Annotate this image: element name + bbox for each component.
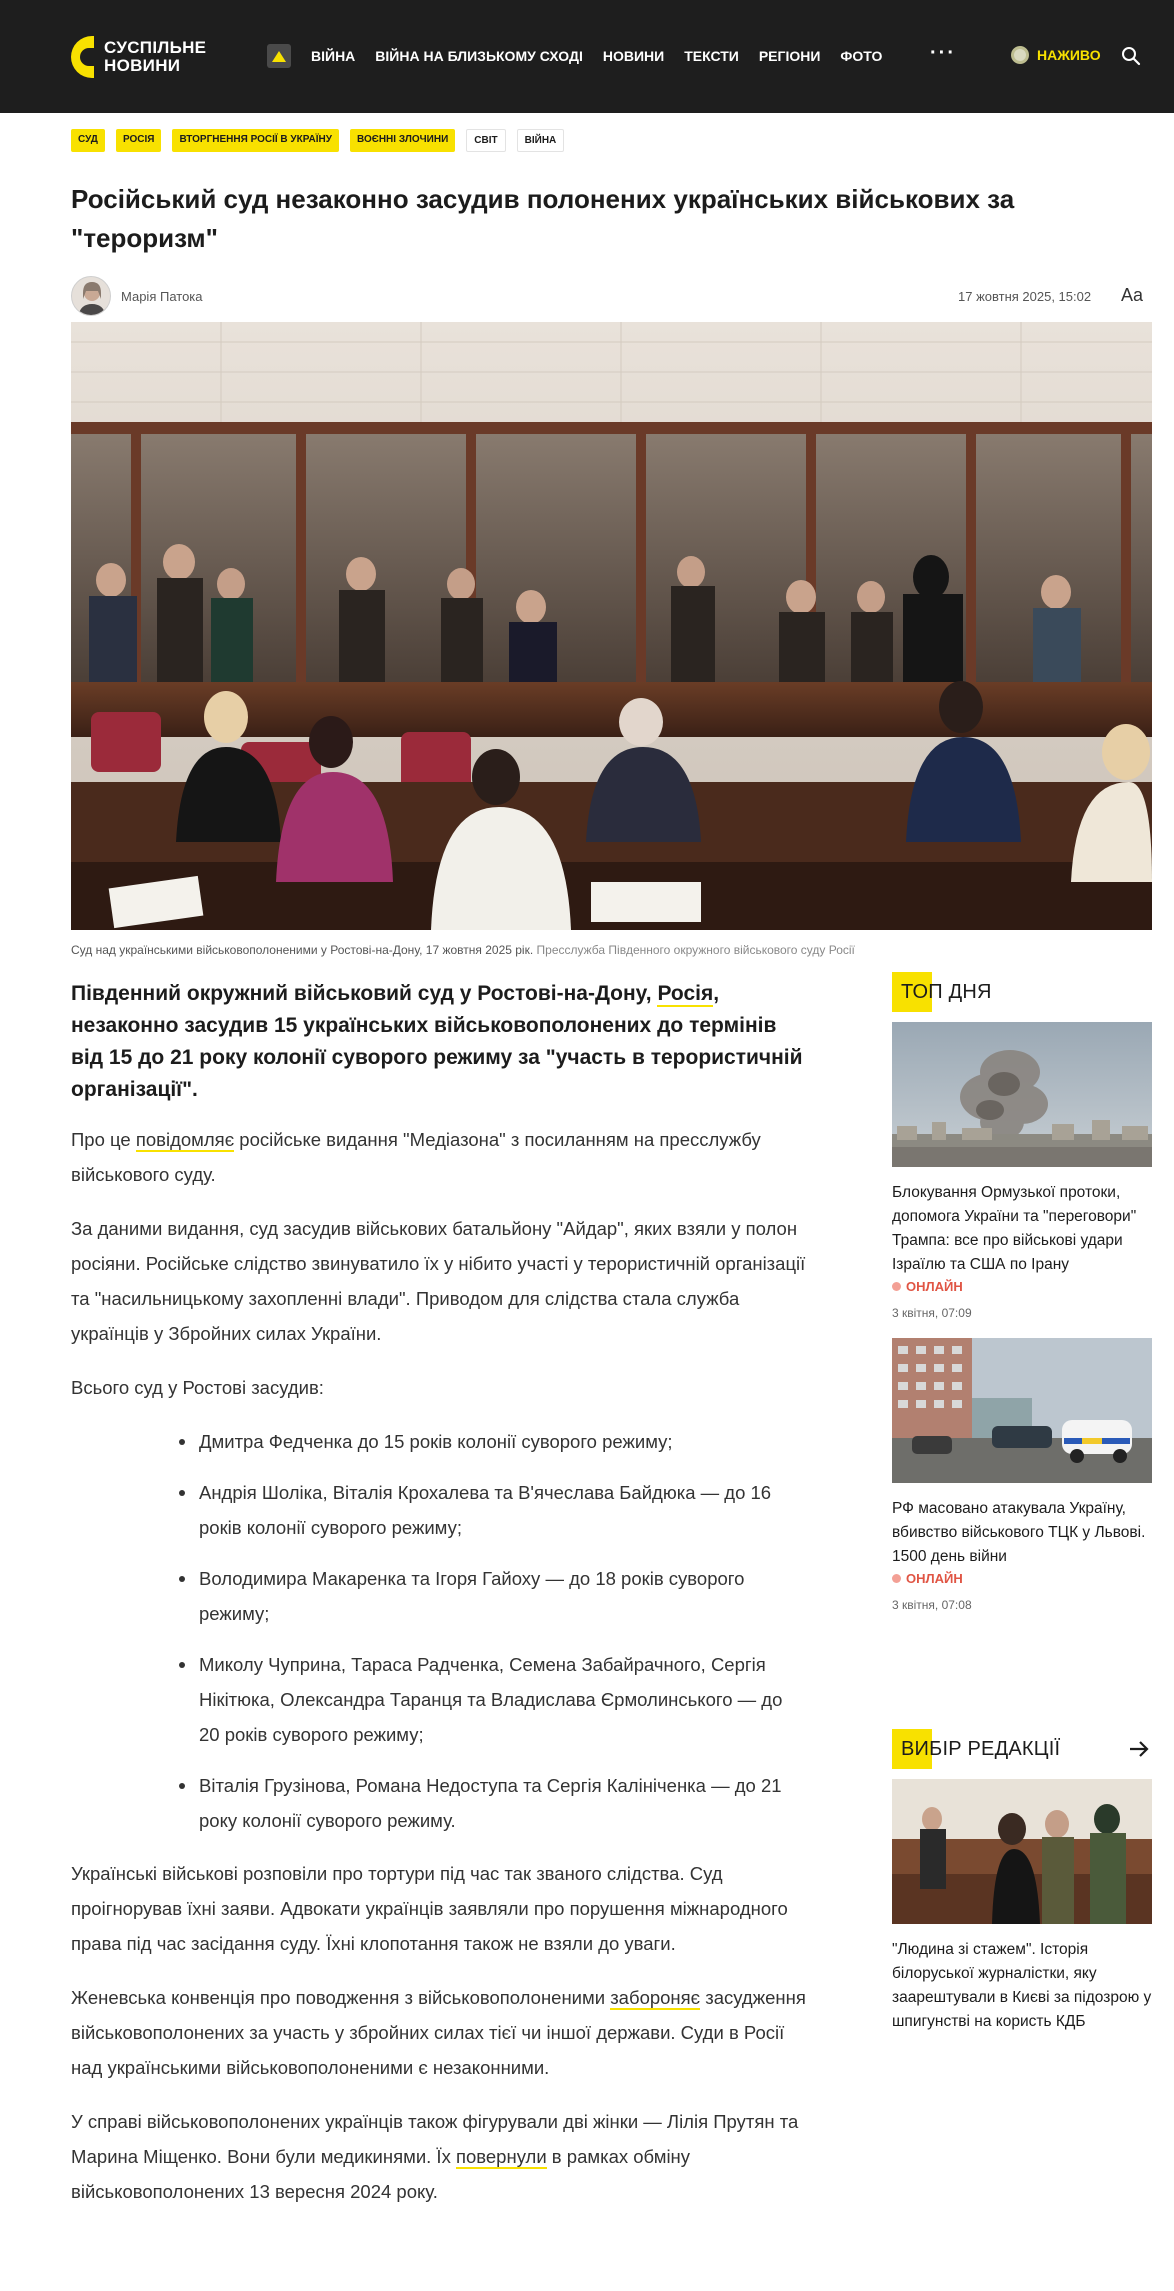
- hero-photo: [71, 322, 1152, 930]
- sidebar-editors-choice: [892, 1729, 1152, 2034]
- article-body: [71, 978, 806, 2228]
- nav-item-middle-east-war[interactable]: ВІЙНА НА БЛИЗЬКОМУ СХОДІ: [375, 48, 583, 64]
- arrow-right-icon[interactable]: [1128, 1739, 1150, 1759]
- editor-item-1[interactable]: [892, 1779, 1152, 2034]
- list-item: Володимира Макаренка та Ігоря Гайоху — до 18 років суворого режиму;: [179, 1561, 806, 1631]
- list-item: Миколу Чуприна, Тараса Радченка, Семена Забайрачного, Сергія Нікітюка, Олександра Таранця та Владислава Єрмолинського — до 20 років суворого режиму;: [179, 1647, 806, 1752]
- online-badge: [892, 1571, 1152, 1586]
- article-lead: [71, 978, 806, 1106]
- nav-item-news[interactable]: НОВИНИ: [602, 48, 665, 64]
- nav-item-photo[interactable]: ФОТО: [840, 48, 883, 64]
- site-logo[interactable]: [71, 36, 206, 78]
- tag-list: [71, 129, 564, 152]
- top-item-2-title[interactable]: РФ масовано атакувала Україну, вбивство військового ТЦК у Львові. 1500 день війни: [892, 1500, 1146, 1565]
- top-item-1[interactable]: [892, 1022, 1152, 1320]
- list-item: Андрія Шоліка, Віталія Крохалева та В'ячеслава Байдюка — до 16 років колонії суворого режиму;: [179, 1475, 806, 1545]
- logo-line-1: СУСПІЛЬНЕ: [104, 38, 207, 57]
- top-item-1-time: 3 квітня, 07:09: [892, 1306, 972, 1320]
- p6-text-2: в рамках обміну військовополонених 13 вересня 2024 року.: [71, 2146, 691, 2202]
- tag-war-crimes[interactable]: ВОЄННІ ЗЛОЧИНИ: [350, 129, 455, 152]
- paragraph-4: Українські військові розповіли про тортури під час так званого слідства. Суд проігнорував їхні заяви. Адвокати українців заявляли про порушення міжнародного права під час засідання суду. Їхні клопотання також не взяли до уваги.: [71, 1863, 788, 1954]
- top-item-2-image: [892, 1338, 1152, 1483]
- online-label: ОНЛАЙН: [906, 1279, 963, 1294]
- logo-text: [104, 39, 206, 75]
- list-item: Віталія Грузінова, Романа Недоступа та Сергія Калініченка — до 21 року колонії суворого режиму.: [179, 1768, 806, 1838]
- online-dot-icon: [892, 1574, 901, 1583]
- p6-text-1: У справі військовополонених українців також фігурували дві жінки — Лілія Прутян та Марина Міщенко. Вони були медикинями. Їх: [71, 2111, 799, 2167]
- caption-text: Суд над українськими військовополоненими у Ростові-на-Дону, 17 жовтня 2025 рік.: [71, 943, 534, 957]
- publish-date: 17 жовтня 2025, 15:02: [958, 289, 1092, 304]
- logo-mark-icon: [71, 36, 94, 78]
- tag-invasion[interactable]: ВТОРГНЕННЯ РОСІЇ В УКРАЇНУ: [172, 129, 339, 152]
- p5-text-2: засудження військовополонених за участь у збройних силах тієї чи іншої держави. Суди в Росії над українськими військовополоненими є незаконними.: [71, 1987, 806, 2078]
- logo-line-2: НОВИНИ: [104, 56, 181, 75]
- paragraph-2: За даними видання, суд засудив військових батальйону "Айдар", яких взяли у полон росіяни. Російське слідство звинуватило їх у нібито участі у терористичній організації та "насильницькому захопленні влади". Приводом для слідства стала служба українців у Збройних силах України.: [71, 1218, 806, 1344]
- link-reports[interactable]: повідомляє: [135, 1129, 235, 1150]
- caption-source: Пресслужба Південного окружного військового суду Росії: [536, 943, 855, 957]
- p5-text-1: Женевська конвенція про поводження з військовополоненими: [71, 1987, 611, 2008]
- link-forbids[interactable]: забороняє: [610, 1987, 701, 2008]
- live-label: НАЖИВО: [1037, 47, 1101, 63]
- nav-item-war[interactable]: ВІЙНА: [311, 48, 356, 64]
- p1-text-2: російське видання "Медіазона" з посиланням на пресслужбу військового суду.: [71, 1129, 761, 1185]
- lead-text-2: , незаконно засудив 15 українських військовополонених до термінів від 15 до 21 року колонії суворого режиму за "участь в терористичній організації".: [71, 982, 803, 1101]
- tag-world[interactable]: СВІТ: [466, 129, 505, 152]
- sentences-list: [71, 1424, 806, 1838]
- live-dot-icon: [1011, 46, 1029, 64]
- nav-item-texts[interactable]: ТЕКСТИ: [684, 48, 739, 64]
- editors-choice-heading: ВИБІР РЕДАКЦІЇ: [892, 1729, 1152, 1769]
- lead-text-1: Південний окружний військовий суд у Ростові-на-Дону,: [71, 982, 658, 1005]
- tag-war[interactable]: ВІЙНА: [517, 129, 565, 152]
- paragraph-5: [71, 1980, 806, 2085]
- editor-item-1-image: [892, 1779, 1152, 1924]
- paragraph-6: [71, 2104, 806, 2209]
- top-item-2-time: 3 квітня, 07:08: [892, 1598, 972, 1612]
- main-nav: [267, 44, 902, 68]
- more-dots-icon[interactable]: ···: [930, 42, 956, 64]
- photo-caption: [71, 943, 1152, 957]
- warning-triangle-icon[interactable]: [267, 44, 291, 68]
- top-item-1-image: [892, 1022, 1152, 1167]
- author-block[interactable]: [71, 276, 203, 316]
- link-returned[interactable]: повернули: [455, 2146, 547, 2167]
- paragraph-3: Всього суд у Ростові засудив:: [71, 1377, 324, 1398]
- site-header: [0, 0, 1174, 113]
- list-item: Дмитра Федченка до 15 років колонії суворого режиму;: [179, 1424, 806, 1459]
- article-title: Російський суд незаконно засудив полонених українських військових за "тероризм": [71, 184, 1015, 253]
- online-label: ОНЛАЙН: [906, 1571, 963, 1586]
- top-item-1-title[interactable]: Блокування Ормузької протоки, допомога України та "переговори" Трампа: все про військові удари Ізраїлю та США по Ірану: [892, 1184, 1137, 1273]
- link-russia[interactable]: Росія: [657, 982, 714, 1005]
- top-item-2[interactable]: [892, 1338, 1152, 1612]
- author-name[interactable]: Марія Патока: [121, 288, 203, 304]
- font-size-icon[interactable]: Aa: [1121, 285, 1144, 305]
- search-icon[interactable]: [1121, 46, 1141, 66]
- tag-russia[interactable]: РОСІЯ: [116, 129, 162, 152]
- paragraph-1: [71, 1122, 806, 1192]
- top-day-heading: ТОП ДНЯ: [892, 972, 1152, 1012]
- online-dot-icon: [892, 1282, 901, 1291]
- p1-text-1: Про це: [71, 1129, 136, 1150]
- live-button[interactable]: [1011, 46, 1101, 64]
- author-avatar: [71, 276, 111, 316]
- online-badge: [892, 1279, 1152, 1294]
- sidebar-top-day: [892, 972, 1152, 1612]
- editor-item-1-title[interactable]: "Людина зі стажем". Історія білоруської журналістки, яку заарештували в Києві за підозрою у шпигунстві на користь КДБ: [892, 1941, 1152, 2030]
- tag-court[interactable]: СУД: [71, 129, 105, 152]
- nav-item-regions[interactable]: РЕГІОНИ: [758, 48, 821, 64]
